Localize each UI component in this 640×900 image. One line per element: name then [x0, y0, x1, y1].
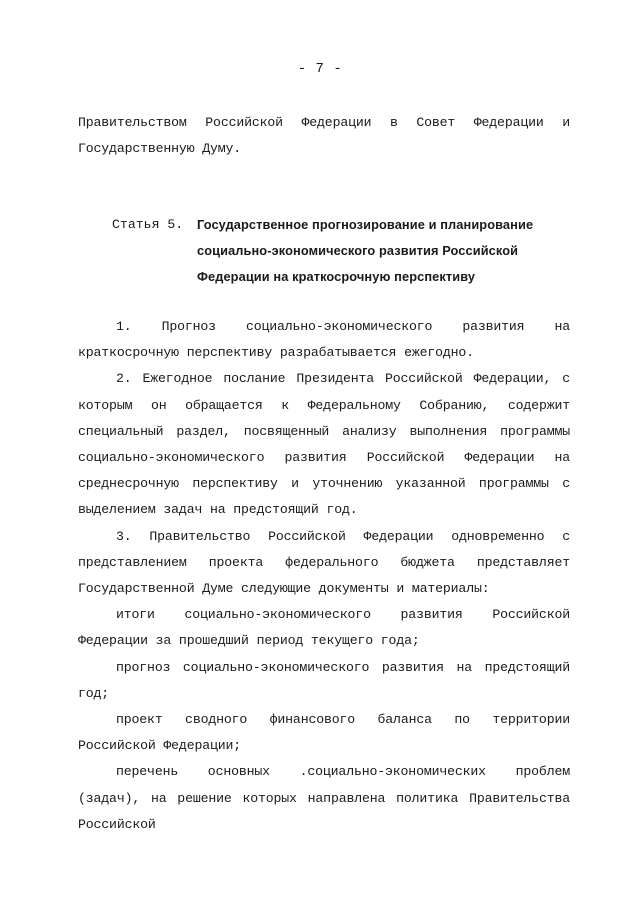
list-item-forecast: прогноз социально-экономического развития на предстоящий год;	[78, 659, 570, 701]
article-label: Статья 5.	[112, 217, 184, 232]
paragraph-1: 1. Прогноз социально-экономического развития на краткосрочную перспективу разрабатывается ежегодно.	[78, 319, 570, 361]
paragraph-3: 3. Правительство Российской Федерации одновременно с представлением проекта федерального бюджета представляет Государственной Думе следующие документы и материалы:	[78, 528, 570, 597]
page-number: - 7 -	[297, 61, 343, 77]
paragraph-2: 2. Ежегодное послание Президента Российской Федерации, с которым он обращается к Федеральному Собранию, содержит специальный раздел, посвященный анализу выполнения программы социально-экономического развития Российской Федерации на среднесрочную перспективу и уточнению указанной программы с выделением задач на предстоящий год.	[78, 371, 570, 518]
list-item-results: итоги социально-экономического развития Российской Федерации за прошедший период текущего года;	[78, 607, 570, 649]
article-title: Государственное прогнозирование и планирование социально-экономического развития Российской Федерации на краткосрочную перспективу	[197, 217, 534, 284]
list-item-balance: проект сводного финансового баланса по территории Российской Федерации;	[78, 712, 570, 754]
continuation-text: Правительством Российской Федерации в Совет Федерации и Государственную Думу.	[78, 115, 570, 157]
article-body	[78, 314, 570, 838]
list-item-problems: перечень основных .социально-экономических проблем (задач), на решение которых направлена политика Правительства Российской	[78, 764, 570, 832]
